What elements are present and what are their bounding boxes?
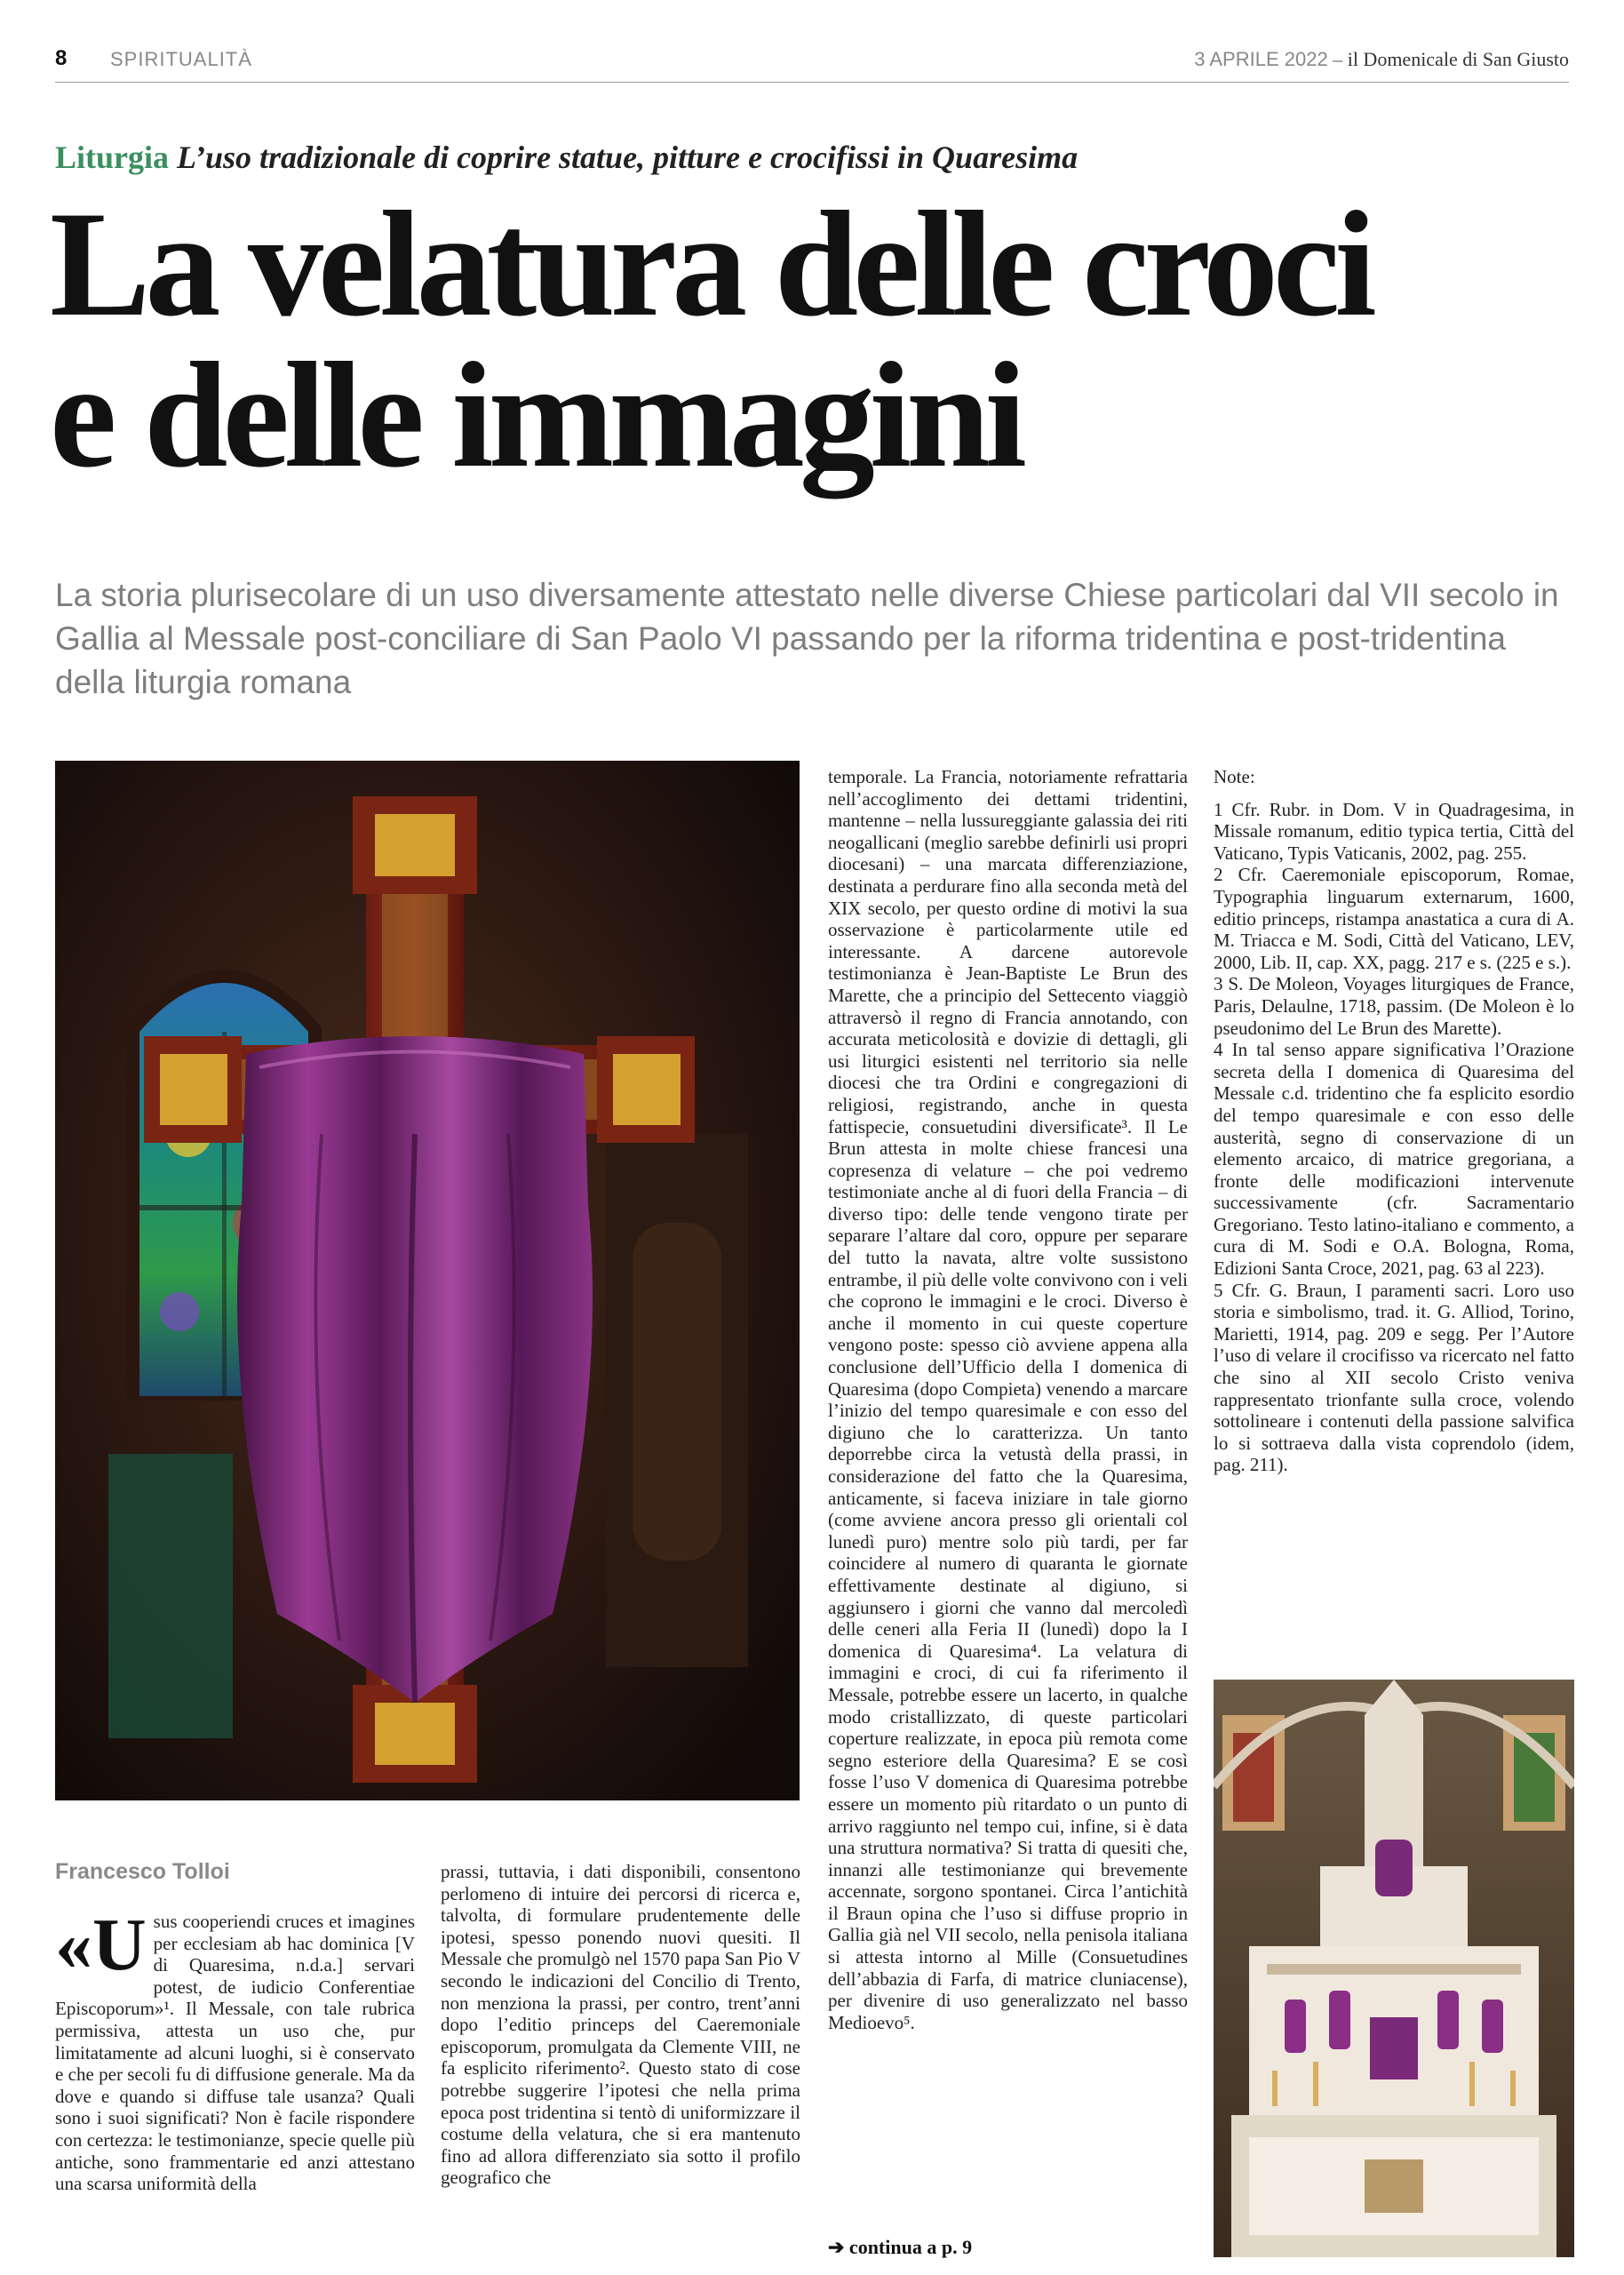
- article-column-3: [828, 766, 1188, 2033]
- article-text-3: temporale. La Francia, notoriamente refrattaria nell’accoglimento dei dettami tridentini, mantenne – nella lussureggiante galassia dei riti neogallicani (meglio sarebbe definirli usi propri diocesani) – una marcata differenziazione, destinata a perdurare fino alla seconda metà del XIX secolo, per questo ordine di motivi la sua osservazione è particolarmente utile ed interessante. A darcene autorevole testimonianza è Jean-Baptiste Le Brun des Marette, che a principio del Settecento viaggiò attraversò il regno di Francia annotando, con accurata meticolosità e dovizie di dettagli, gli usi liturgici esistenti nel territorio sia nelle diocesi che tra Ordini e congregazioni di religiosi, registrando, anche in questa fattispecie, consuetudini diversificate³. Il Le Brun attesta in molte chiese francesi una copresenza di velature – che poi vedremo testimoniate anche al di fuori della Francia – di diverso tipo: delle tende vengono tirate per separare l’altare dal coro, oppure per separare del tutto la navata, altre volte sussistono entrambe, il più delle volte convivono con i veli che coprono le immagini e le croci. Diverso è anche il momento in cui queste coperture vengono poste: spesso ciò avviene appena alla conclusione dell’Ufficio della I domenica di Quaresima (dopo Compieta) venendo a marcare l’inizio del tempo quaresimale e con esso del digiuno che lo caratterizza. Un tanto deporrebbe circa la vetustà della prassi, in considerazione del fatto che la Quaresima, anticamente, si faceva iniziare in tale giorno (come avviene ancora presso gli orientali col lunedì puro) mentre solo più tardi, per far coincidere al numero di quaranta le giornate effettivamente destinate al digiuno, si aggiunsero i giorni che vanno dal mercoledì delle ceneri alla Feria II (lunedì) dopo la I domenica di Quaresima⁴. La velatura di immagini e croci, di cui fa riferimento il Messale, potrebbe essere un lacerto, in qualche modo cristallizzato, di queste particolari coperture realizzate, in epoca più remota come segno esteriore della Quaresima? E se così fosse l’uso V domenica di Quaresima potrebbe essere un momento più ritardato o un punto di arrivo raggiunto nel tempo cui, infine, si è data una struttura normativa? Si tratta di quesiti che, innanzi alle testimonianze qui brevemente accennate, sorgono spontanei. Circa l’antichità il Braun opina che l’uso si diffuse proprio in Gallia già nel VII secolo, nella penisola italiana si attesta intorno al Mille (Consuetudines dell’abbazia di Farfa, di matrice cluniacense), per divenire di uso generalizzato nel basso Medioevo⁵.: [828, 766, 1188, 2033]
- altar-photo: [1214, 1680, 1574, 2257]
- article-text-1: sus cooperiendi cruces et imagines per ecclesiam ab hac dominica [V di Quaresima, n.d.a.] servari potest, de iudicio Conferentiae Episcoporum»¹. Il Messale, con tale rubrica permissiva, attesta un uso che, pur limitatamente ad alcuni luoghi, si è conservato e che per secoli fu di diffusione generale. Ma da dove e quando si diffuse tale usanza? Quali sono i suoi significati? Non è facile rispondere con certezza: le testimonianze, specie quelle più antiche, sono frammentarie ed anzi attestano una scarsa uniformità della: [55, 1911, 415, 2195]
- note-item: 2 Cfr. Caeremoniale episcoporum, Romae, Typographia linguarum externarum, 1600, editio princeps, ristampa anastatica a cura di A. M. Triacca e M. Sodi, Città del Vaticano, LEV, 2000, Lib. II, cap. XX, pagg. 217 e s. (225 e s.).: [1214, 864, 1574, 973]
- subtitle: La storia plurisecolare di un uso diversamente attestato nelle diverse Chiese particolari dal VII secolo in Gallia al Messale post-conciliare di San Paolo VI passando per la riforma tridentina e post-tridentina della liturgia romana: [55, 577, 1559, 700]
- article-column-2: [441, 1861, 800, 2189]
- kicker-text: L’uso tradizionale di coprire statue, pitture e crocifissi in Quaresima: [177, 140, 1079, 175]
- notes-title: Note:: [1214, 766, 1255, 787]
- page-number: 8: [55, 46, 68, 70]
- continued-link[interactable]: ➔ continua a p. 9: [828, 2236, 973, 2258]
- note-item: 1 Cfr. Rubr. in Dom. V in Quadragesima, in Missale romanum, editio typica tertia, Città del Vaticano, Typis Vaticanis, 2002, pag. 255.: [1214, 798, 1574, 864]
- publication-name: il Domenicale di San Giusto: [1347, 48, 1569, 70]
- header-separator: –: [1327, 48, 1348, 70]
- article-column-1: [55, 1904, 415, 2195]
- issue-info: [1194, 48, 1569, 71]
- author-byline: Francesco Tolloi: [55, 1859, 230, 1884]
- notes-column: [1214, 766, 1574, 1476]
- kicker-tag: Liturgia: [55, 140, 170, 175]
- header-rule: [55, 82, 1569, 83]
- section-label: SPIRITUALITÀ: [110, 48, 252, 70]
- headline: [50, 180, 1560, 499]
- veiled-cross-photo: [55, 761, 800, 1800]
- note-item: 3 S. De Moleon, Voyages liturgiques de France, Paris, Delaulne, 1718, passim. (De Moleon è lo pseudonimo del Le Brun des Marette).: [1214, 973, 1574, 1039]
- article-text-2: prassi, tuttavia, i dati disponibili, consentono perlomeno di intuire dei percorsi di ricerca e, talvolta, di formulare prudentemente delle ipotesi, spesso ponendo nuovi quesiti. Il Messale che promulgò nel 1570 papa San Pio V secondo le indicazioni del Concilio di Trento, non menziona la prassi, per contro, trent’anni dopo l’editio princeps del Caeremoniale episcoporum, promulgata da Clemente VIII, ne fa esplicito riferimento². Questo stato di cose potrebbe suggerire l’ipotesi che nella prima epoca post tridentina si tentò di uniformizzare il costume della velatura, che si era mantenuto fino ad allora differenziato sia sotto il profilo geografico che: [441, 1861, 800, 2189]
- headline-line-1: La velatura delle croci: [50, 180, 1372, 347]
- kicker: [55, 139, 1078, 176]
- drop-cap: «U: [55, 1904, 147, 1986]
- headline-line-2: e delle immagini: [50, 331, 1022, 499]
- note-item: 5 Cfr. G. Braun, I paramenti sacri. Loro uso storia e simbolismo, trad. it. G. Alliod, Torino, Marietti, 1914, pag. 209 e segg. Per l’Autore l’uso di velare il crocifisso va ricercato nel fatto che sino al XII secolo Cristo veniva rappresentato trionfante sulla croce, volendo sottolineare i contenuti della passione salvifica lo si sottraeva dalla vista coprendolo (idem, pag. 211).: [1214, 1279, 1574, 1476]
- issue-date: 3 APRILE 2022: [1194, 48, 1328, 70]
- note-item: 4 In tal senso appare significativa l’Orazione secreta della I domenica di Quaresima del Messale c.d. tridentino che fa esplicito esordio del tempo quaresimale e con esso delle austerità, segno di conservazione di un elemento arcaico, di matrice gregoriana, a fronte delle modificazioni intervenute successivamente (cfr. Sacramentario Gregoriano. Testo latino-italiano e commento, a cura di M. Sodi e O.A. Bologna, Roma, Edizioni Santa Croce, 2021, pag. 63 al 223).: [1214, 1039, 1574, 1280]
